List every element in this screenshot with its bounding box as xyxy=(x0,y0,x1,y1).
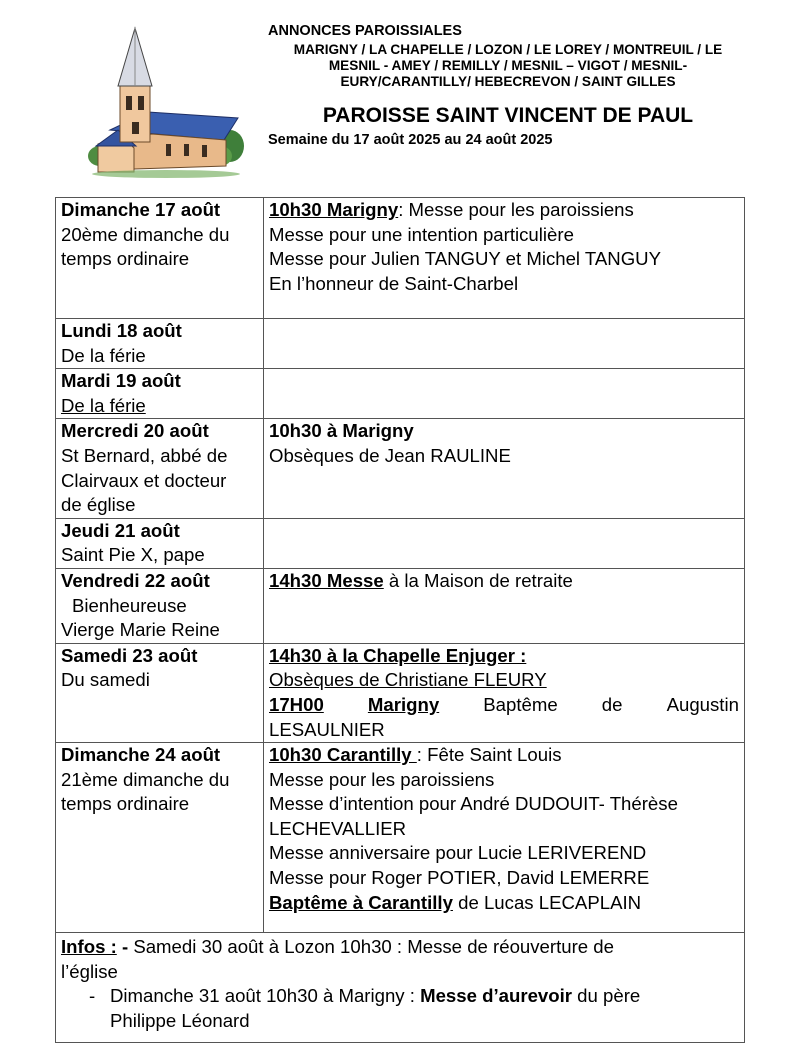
page-title: PAROISSE SAINT VINCENT DE PAUL xyxy=(322,104,694,127)
bapteme-line xyxy=(269,693,739,718)
day-subtitle: de église xyxy=(61,494,136,516)
day-subtitle: Du samedi xyxy=(61,669,150,691)
event-cell xyxy=(264,568,745,643)
header xyxy=(268,22,748,149)
event-line: Messe anniversaire pour Lucie LERIVEREND xyxy=(269,842,647,864)
event-cell xyxy=(264,198,745,319)
day-subtitle: 20ème dimanche du xyxy=(61,223,230,245)
event-lead: 10h30 Carantilly xyxy=(269,744,417,766)
day-label: Jeudi 21 août xyxy=(61,519,180,541)
day-cell xyxy=(56,319,264,369)
infos-item-text: Philippe Léonard xyxy=(110,1009,250,1031)
day-subtitle: Vierge Marie Reine xyxy=(61,619,220,641)
event-lead: 14h30 Messe xyxy=(269,569,384,591)
week-range: Semaine du 17 août 2025 au 24 août 2025 xyxy=(268,132,553,148)
event-line: Obsèques de Jean RAULINE xyxy=(269,444,511,466)
infos-item-bold: Messe d’aurevoir xyxy=(420,985,573,1007)
infos-text: Samedi 30 août à Lozon 10h30 : Messe de réouverture de xyxy=(133,936,614,958)
event-line: LESAULNIER xyxy=(269,718,385,740)
day-subtitle: Saint Pie X, pape xyxy=(61,544,205,566)
day-subtitle: De la férie xyxy=(61,344,146,366)
event-cell xyxy=(264,743,745,933)
day-label: Dimanche 17 août xyxy=(61,199,221,220)
table-row xyxy=(56,419,745,518)
event-cell xyxy=(264,643,745,742)
bapteme-word: Baptême xyxy=(483,693,558,715)
schedule-table xyxy=(55,197,745,1043)
event-cell xyxy=(264,518,745,568)
day-subtitle: temps ordinaire xyxy=(61,248,190,270)
infos-line xyxy=(61,935,739,960)
table-row xyxy=(56,369,745,419)
day-cell xyxy=(56,419,264,518)
event-text: de Lucas LECAPLAIN xyxy=(452,891,642,913)
table-row xyxy=(56,643,745,742)
event-text: à la Maison de retraite xyxy=(383,569,573,591)
day-subtitle: 21ème dimanche du xyxy=(61,768,230,790)
infos-row xyxy=(56,933,745,1043)
day-subtitle: Clairvaux et docteur xyxy=(61,469,227,491)
parishes-line: MESNIL - AMEY / REMILLY / MESNIL – VIGOT / MESNIL- xyxy=(328,58,688,73)
table-row xyxy=(56,568,745,643)
bapteme-time: 17H00 xyxy=(269,693,324,715)
day-label: Lundi 18 août xyxy=(61,320,182,341)
church-illustration xyxy=(88,26,244,178)
event-line: En l’honneur de Saint-Charbel xyxy=(269,272,519,294)
event-lead: 14h30 à la Chapelle Enjuger : xyxy=(269,644,527,666)
day-cell xyxy=(56,198,264,319)
day-cell xyxy=(56,643,264,742)
day-label: Dimanche 24 août xyxy=(61,744,221,766)
bapteme-lead: Baptême à Carantilly xyxy=(269,891,453,913)
event-lead: 10h30 Marigny xyxy=(269,199,399,220)
parishes-line: EURY/CARANTILLY/ HEBECREVON / SAINT GILLES xyxy=(340,74,676,89)
annonces-heading: ANNONCES PAROISSIALES xyxy=(268,23,462,39)
day-label: Vendredi 22 août xyxy=(61,569,210,591)
parishes-line: MARIGNY / LA CHAPELLE / LOZON / LE LOREY / MONTREUIL / LE xyxy=(293,42,723,57)
day-cell xyxy=(56,369,264,419)
event-line: Messe pour les paroissiens xyxy=(269,768,495,790)
bapteme-word: Augustin xyxy=(666,693,739,715)
day-cell xyxy=(56,518,264,568)
day-subtitle: St Bernard, abbé de xyxy=(61,444,228,466)
day-label: Mardi 19 août xyxy=(61,370,181,392)
table-row xyxy=(56,743,745,933)
event-line: LECHEVALLIER xyxy=(269,817,407,839)
event-text: : Fête Saint Louis xyxy=(416,744,562,766)
table-row xyxy=(56,198,745,319)
day-subtitle: temps ordinaire xyxy=(61,793,190,815)
event-line: Obsèques de Christiane FLEURY xyxy=(269,669,547,691)
infos-label: Infos : xyxy=(61,936,117,958)
infos-text-cont: l’église xyxy=(61,960,118,982)
table-row xyxy=(56,518,745,568)
infos-item-text: du père xyxy=(572,985,641,1007)
infos-list xyxy=(61,984,739,1033)
day-label: Samedi 23 août xyxy=(61,644,198,666)
bapteme-place: Marigny xyxy=(367,693,440,715)
event-lead: 10h30 à Marigny xyxy=(269,420,414,442)
event-line: Messe pour une intention particulière xyxy=(269,223,574,245)
event-line: Messe pour Roger POTIER, David LEMERRE xyxy=(269,867,650,889)
list-item xyxy=(85,984,739,1033)
bapteme-word: de xyxy=(601,693,623,715)
event-cell xyxy=(264,369,745,419)
day-subtitle: De la férie xyxy=(61,394,146,416)
event-text: : Messe pour les paroissiens xyxy=(398,199,634,220)
table-row xyxy=(56,319,745,369)
parishes-list xyxy=(268,42,748,90)
day-cell xyxy=(56,743,264,933)
infos-dash: - xyxy=(116,936,134,958)
day-cell xyxy=(56,568,264,643)
event-cell xyxy=(264,419,745,518)
infos-cell xyxy=(56,933,745,1043)
event-cell xyxy=(264,319,745,369)
infos-item-text: Dimanche 31 août 10h30 à Marigny : xyxy=(110,985,421,1007)
event-line: Messe pour Julien TANGUY et Michel TANGUY xyxy=(269,248,661,270)
day-subtitle: Bienheureuse xyxy=(72,594,187,616)
event-line: Messe d’intention pour André DUDOUIT- Thérèse xyxy=(269,793,678,815)
day-label: Mercredi 20 août xyxy=(61,420,209,442)
